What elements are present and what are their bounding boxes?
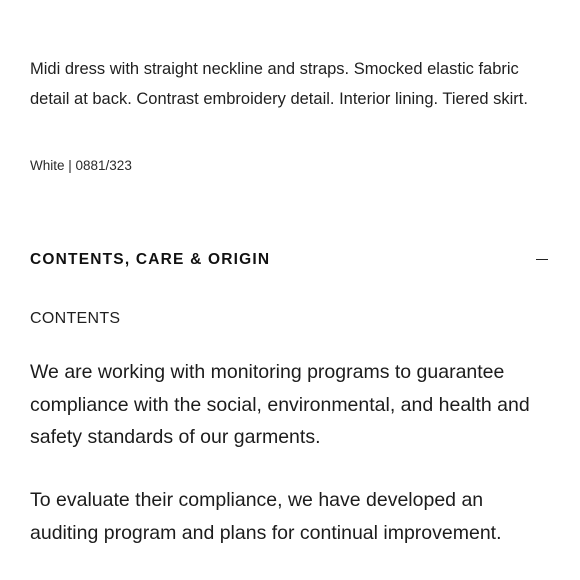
color-reference: White | 0881/323 xyxy=(30,158,132,173)
contents-care-origin-accordion-header[interactable] xyxy=(30,248,550,272)
contents-subheading: CONTENTS xyxy=(30,310,121,327)
contents-paragraph: To evaluate their compliance, we have developed an auditing program and plans for continual improvement. xyxy=(30,489,502,544)
product-description: Midi dress with straight neckline and straps. Smocked elastic fabric detail at back. Contrast embroidery detail. Interior lining. Tiered skirt. xyxy=(30,60,528,108)
minus-icon[interactable] xyxy=(536,254,548,266)
contents-paragraph: We are working with monitoring programs to guarantee compliance with the social, environmental, and health and safety standards of our garments. xyxy=(30,361,530,448)
section-title: CONTENTS, CARE & ORIGIN xyxy=(30,251,271,268)
